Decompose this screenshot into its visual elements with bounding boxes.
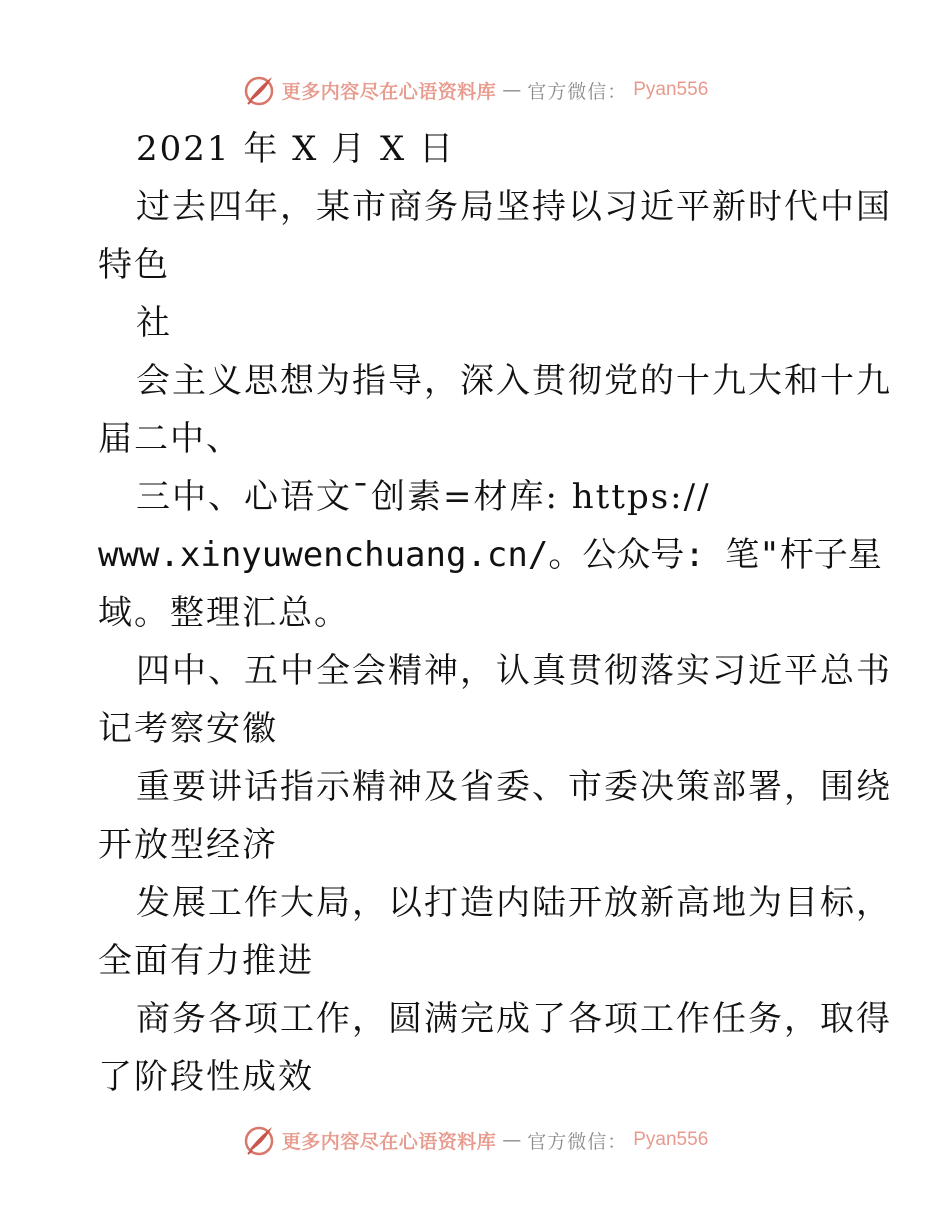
url-line: www.xinyuwenchuang.cn/。公众号: 笔"杆子星 — [98, 535, 882, 575]
quill-logo-icon — [242, 1123, 276, 1157]
paragraph-line: 商务各项工作，圆满完成了各项工作任务，取得 — [136, 999, 892, 1039]
banner-wechat-label: 官方微信： — [527, 80, 628, 103]
banner-wechat-id: Pyan556 — [633, 79, 709, 100]
footer-banner — [0, 1120, 950, 1160]
banner-main-text: 更多内容尽在心语资料库 — [281, 1130, 497, 1153]
paragraph-line: 了阶段性成效 — [98, 1057, 314, 1097]
date-line: 2021 年 X 月 X 日 — [136, 129, 455, 169]
paragraph-line: 会主义思想为指导，深入贯彻党的十九大和十九 — [136, 361, 892, 401]
paragraph-line: 全面有力推进 — [98, 941, 314, 981]
banner-wechat-id: Pyan556 — [633, 1129, 709, 1150]
paragraph-line: 社 — [136, 303, 172, 343]
banner-separator: — — [502, 79, 522, 101]
paragraph-line: 域。整理汇总。 — [98, 593, 350, 633]
paragraph-line: 四中、五中全会精神，认真贯彻落实习近平总书 — [136, 651, 892, 691]
paragraph-line: 发展工作大局，以打造内陆开放新高地为目标， — [136, 883, 892, 923]
paragraph-line: 过去四年，某市商务局坚持以习近平新时代中国 — [136, 187, 892, 227]
paragraph-line: 开放型经济 — [98, 825, 278, 865]
document-body — [98, 120, 892, 1106]
paragraph-line: 届二中、 — [98, 419, 242, 459]
banner-main-text: 更多内容尽在心语资料库 — [281, 80, 497, 103]
paragraph-line: 特色 — [98, 245, 170, 285]
banner-wechat-label: 官方微信： — [527, 1130, 628, 1153]
header-banner — [0, 70, 950, 110]
paragraph-line: 三中、心语文¯创素=材库: https:// — [136, 477, 711, 517]
quill-logo-icon — [242, 73, 276, 107]
banner-separator: — — [502, 1129, 522, 1151]
paragraph-line: 重要讲话指示精神及省委、市委决策部署，围绕 — [136, 767, 892, 807]
paragraph-line: 记考察安徽 — [98, 709, 278, 749]
